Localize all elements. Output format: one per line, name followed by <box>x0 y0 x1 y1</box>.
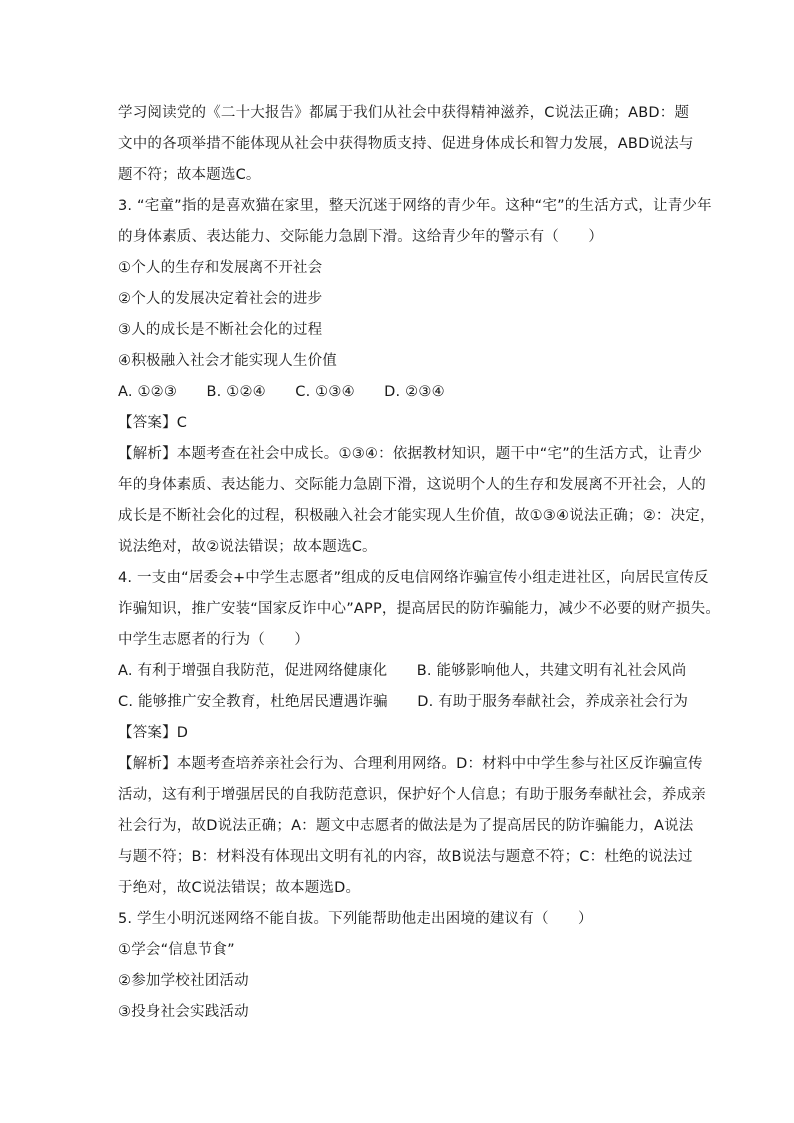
text-line: 文中的各项举措不能体现从社会中获得物质支持、促进身体成长和智力发展，ABD说法与 <box>118 136 694 152</box>
question-4-option-row: A. 有利于增强自我防范，促进网络健康化 B. 能够影响他人，共建文明有礼社会风尚 <box>118 663 687 679</box>
question-3-analysis: 成长是不断社会化的过程，积极融入社会才能实现人生价值，故①③④说法正确；②：决定， <box>118 508 715 524</box>
question-4-stem: 4. 一支由“居委会+中学生志愿者”组成的反电信网络诈骗宣传小组走进社区，向居民宣传反 <box>118 570 709 586</box>
question-5-statement: ①学会“信息节食” <box>118 942 235 958</box>
question-4-analysis: 社会行为，故D说法正确；A：题文中志愿者的做法是为了提高居民的防诈骗能力，A说法 <box>118 818 694 834</box>
question-4-analysis: 于绝对，故C说法错误；故本题选D。 <box>118 880 361 896</box>
question-5-statement: ②参加学校社团活动 <box>118 973 249 989</box>
question-3-statement: ③人的成长是不断社会化的过程 <box>118 322 323 338</box>
question-3-statement: ①个人的生存和发展离不开社会 <box>118 260 323 276</box>
question-4-analysis: 与题不符；B：材料没有体现出文明有礼的内容，故B说法与题意不符；C：杜绝的说法过 <box>118 849 693 865</box>
question-5-stem: 5. 学生小明沉迷网络不能自拔。下列能帮助他走出困境的建议有（ ） <box>118 911 593 927</box>
question-3-statement: ②个人的发展决定着社会的进步 <box>118 291 323 307</box>
question-3-statement: ④积极融入社会才能实现人生价值 <box>118 353 337 369</box>
question-3-analysis: 说法绝对，故②说法错误；故本题选C。 <box>118 539 377 555</box>
question-3-analysis: 【解析】本题考查在社会中成长。①③④：依据教材知识，题干中“宅”的生活方式，让青少 <box>118 446 703 462</box>
question-3-stem: 的身体素质、表达能力、交际能力急剧下滑。这给青少年的警示有（ ） <box>118 229 604 245</box>
question-4-analysis: 活动，这有利于增强居民的自我防范意识，保护好个人信息；有助于服务奉献社会，养成亲 <box>118 787 706 803</box>
text-line: 学习阅读党的《二十大报告》都属于我们从社会中获得精神滋养，C说法正确；ABD：题 <box>118 105 690 121</box>
question-4-answer: 【答案】D <box>118 725 189 741</box>
question-4-stem: 诈骗知识，推广安装“国家反诈中心”APP，提高居民的防诈骗能力，减少不必要的财产损失。 <box>118 601 721 617</box>
question-3-stem: 3. “宅童”指的是喜欢猫在家里，整天沉迷于网络的青少年。这种“宅”的生活方式，让青少年 <box>118 198 712 214</box>
question-4-option-row: C. 能够推广安全教育，杜绝居民遭遇诈骗 D. 有助于服务奉献社会，养成亲社会行为 <box>118 694 689 710</box>
question-3-answer: 【答案】C <box>118 415 188 431</box>
question-5-statement: ③投身社会实践活动 <box>118 1004 249 1020</box>
question-4-stem: 中学生志愿者的行为（ ） <box>118 632 310 648</box>
question-4-analysis: 【解析】本题考查培养亲社会行为、合理利用网络。D：材料中中学生参与社区反诈骗宣传 <box>118 756 703 772</box>
text-line: 题不符；故本题选C。 <box>118 167 261 183</box>
question-3-analysis: 年的身体素质、表达能力、交际能力急剧下滑，这说明个人的生存和发展离不开社会，人的 <box>118 477 706 493</box>
question-3-options: A. ①②③ B. ①②④ C. ①③④ D. ②③④ <box>118 384 445 400</box>
